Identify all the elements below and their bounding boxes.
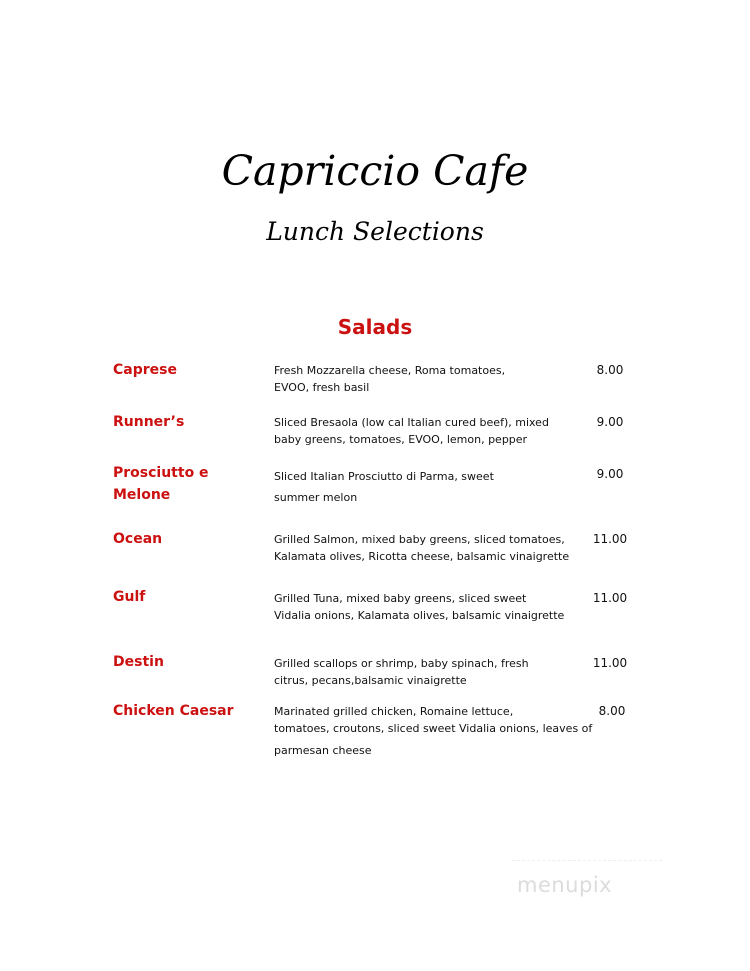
menu-item-description xyxy=(274,362,604,396)
menu-item-name xyxy=(113,651,253,674)
description-line: Vidalia onions, Kalamata olives, balsamic vinaigrette xyxy=(274,609,565,622)
watermark-logo: menupix xyxy=(517,873,613,897)
menu-item-name xyxy=(113,528,253,551)
description-line: Sliced Bresaola (low cal Italian cured beef), mixed xyxy=(274,416,549,429)
description-line: Grilled scallops or shrimp, baby spinach, fresh xyxy=(274,657,529,670)
description-line: Sliced Italian Prosciutto di Parma, sweet xyxy=(274,470,494,483)
menu-item-description xyxy=(274,466,604,508)
menu-item-name xyxy=(113,586,253,609)
menu-item-name-line: Ocean xyxy=(113,531,163,547)
description-line: tomatoes, croutons, sliced sweet Vidalia onions, leaves of xyxy=(274,722,593,735)
menu-item-price: 9.00 xyxy=(596,415,624,429)
menu-item-price: 9.00 xyxy=(596,467,624,481)
menu-item-description xyxy=(274,703,604,759)
restaurant-title: Capriccio Cafe xyxy=(221,147,529,195)
menu-subtitle: Lunch Selections xyxy=(266,217,484,246)
menu-item-description xyxy=(274,655,604,689)
menu-item-price: 11.00 xyxy=(592,656,628,670)
menu-item-name-line: Chicken Caesar xyxy=(113,703,234,719)
description-line: EVOO, fresh basil xyxy=(274,381,370,394)
menu-item-name-line: Prosciutto e xyxy=(113,465,209,481)
menu-item-description xyxy=(274,531,604,565)
menu-item-name xyxy=(113,462,253,506)
menu-item-price: 11.00 xyxy=(592,532,628,546)
menu-item-price: 8.00 xyxy=(596,363,624,377)
menu-item-name xyxy=(113,359,253,382)
menu-item-description xyxy=(274,414,604,448)
description-line: citrus, pecans,balsamic vinaigrette xyxy=(274,674,467,687)
menu-item-name xyxy=(113,700,273,723)
description-line: Grilled Salmon, mixed baby greens, sliced tomatoes, xyxy=(274,533,565,546)
menu-item-name-line: Runner’s xyxy=(113,414,185,430)
description-line: Kalamata olives, Ricotta cheese, balsamic vinaigrette xyxy=(274,550,570,563)
menu-item-name-line: Melone xyxy=(113,487,171,503)
menu-item-description xyxy=(274,590,604,624)
description-line: parmesan cheese xyxy=(274,744,372,757)
section-heading-salads: Salads xyxy=(337,315,413,339)
menu-item-name-line: Gulf xyxy=(113,589,146,605)
menu-item-name xyxy=(113,411,253,434)
menu-item-name-line: Destin xyxy=(113,654,164,670)
description-line: Fresh Mozzarella cheese, Roma tomatoes, xyxy=(274,364,506,377)
description-line: Marinated grilled chicken, Romaine lettuce, xyxy=(274,705,514,718)
description-line: summer melon xyxy=(274,491,358,504)
description-line: baby greens, tomatoes, EVOO, lemon, pepper xyxy=(274,433,528,446)
menu-item-name-line: Caprese xyxy=(113,362,177,378)
description-line: Grilled Tuna, mixed baby greens, sliced sweet xyxy=(274,592,527,605)
menu-item-price: 11.00 xyxy=(592,591,628,605)
watermark-rule xyxy=(512,860,662,861)
menu-item-price: 8.00 xyxy=(598,704,626,718)
